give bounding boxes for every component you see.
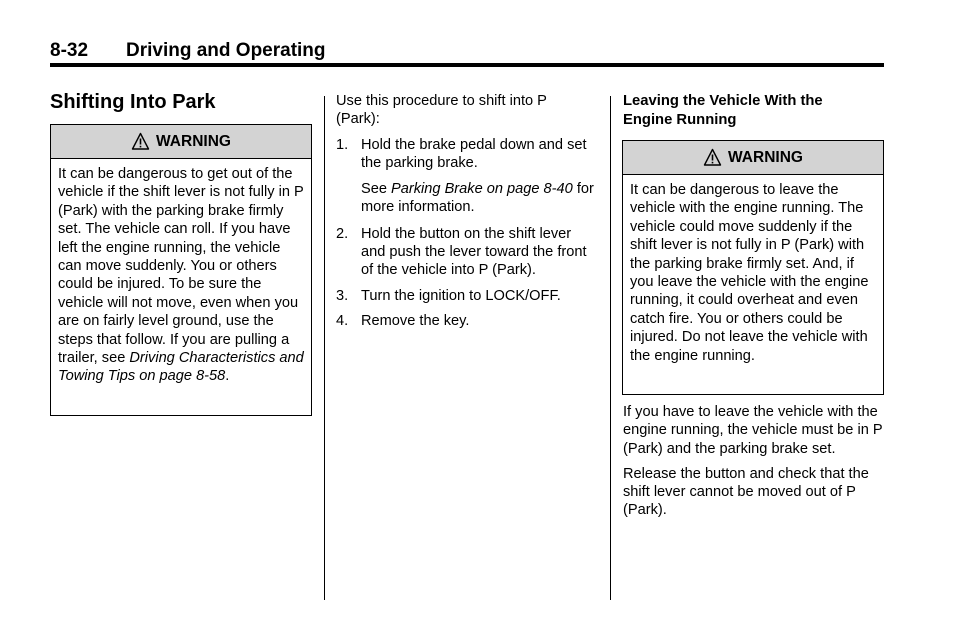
warning-body <box>51 159 311 386</box>
step-1 <box>336 136 598 173</box>
page-number: 8-32 <box>50 40 89 61</box>
warning-text: It can be dangerous to leave the vehicle with the engine running. The vehicle could move suddenly if the shift lever is not fully in P (Park) with the parking brake firmly set. And, if you leave the vehicle with the engine running, it could overheat and even catch fire. You or others could be injured. Do not leave the vehicle with the engine running. <box>630 182 869 364</box>
warning-icon <box>131 132 150 151</box>
paragraph-release-button: Release the button and check that the shift lever cannot be moved out of P (Park). <box>623 465 869 519</box>
step-text: Hold the brake pedal down and set the parking brake. <box>361 136 587 171</box>
warning-text-end: . <box>225 368 230 385</box>
procedure-column <box>336 92 598 330</box>
step-number: 4. <box>336 312 349 329</box>
step-3 <box>336 287 598 305</box>
leaving-vehicle-column <box>623 92 885 130</box>
warning-icon <box>703 148 722 167</box>
see-suffix: for more information. <box>361 181 594 216</box>
warning-reference-link[interactable]: Driving Characteristics and Towing Tips on page 8-58 <box>58 350 304 385</box>
step-number: 2. <box>336 225 349 242</box>
step-4 <box>336 312 598 330</box>
step-text: Turn the ignition to LOCK/OFF. <box>361 287 561 304</box>
section-heading: Shifting Into Park <box>50 91 216 113</box>
warning-text: It can be dangerous to get out of the vehicle if the shift lever is not fully in P (Park) with the parking brake firmly set. The vehicle can roll. If you have left the engine running, the vehicle can move suddenly. You or others could be injured. To be sure the vehicle will not move, even when you are on fairly level ground, use the steps that follow. If you are pulling a trailer, see <box>58 166 304 367</box>
parking-brake-link[interactable]: Parking Brake on page 8-40 <box>391 181 573 198</box>
step-text: Hold the button on the shift lever and push the lever toward the front of the vehicle into P (Park). <box>361 225 587 279</box>
procedure-intro: Use this procedure to shift into P (Park): <box>336 93 547 128</box>
section-title: Driving and Operating <box>126 40 326 61</box>
warning-box-park <box>50 124 312 416</box>
warning-label: WARNING <box>156 132 231 150</box>
column-divider-1 <box>324 96 325 600</box>
warning-label: WARNING <box>728 148 803 166</box>
step-1-see-note <box>336 180 598 217</box>
see-prefix: See <box>361 181 392 198</box>
paragraph-park-required: If you have to leave the vehicle with the engine running, the vehicle must be in P (Park) and the parking brake set. <box>623 404 883 457</box>
step-text: Remove the key. <box>361 312 470 329</box>
engine-running-notes <box>623 403 885 520</box>
warning-header <box>51 125 311 159</box>
warning-box-engine-running <box>622 140 884 395</box>
column-divider-2 <box>610 96 611 600</box>
step-number: 1. <box>336 136 349 153</box>
step-2 <box>336 225 598 280</box>
step-number: 3. <box>336 287 349 304</box>
header-rule <box>50 63 884 67</box>
page-header <box>50 38 884 66</box>
warning-body <box>623 175 883 365</box>
subsection-heading: Leaving the Vehicle With the Engine Running <box>623 93 823 128</box>
warning-header <box>623 141 883 175</box>
